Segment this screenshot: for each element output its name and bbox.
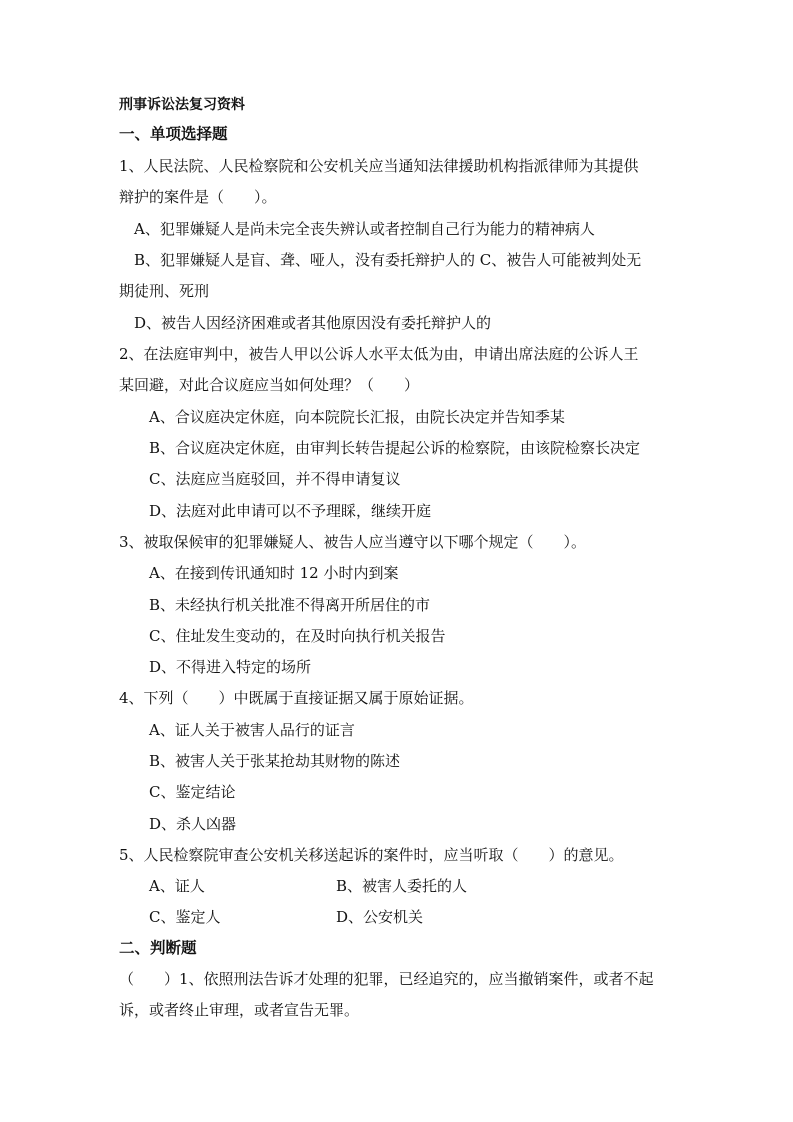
question-1-option-b-line-1: B、犯罪嫌疑人是盲、聋、哑人，没有委托辩护人的 C、被告人可能被判处无: [134, 251, 642, 269]
section-heading-single-choice: 一、单项选择题: [119, 125, 228, 143]
question-5-option-a: A、证人: [149, 877, 205, 895]
question-5-option-c: C、鉴定人: [149, 908, 221, 926]
question-1-option-a: A、犯罪嫌疑人是尚未完全丧失辨认或者控制自己行为能力的精神病人: [134, 220, 595, 238]
section-heading-true-false: 二、判断题: [119, 939, 197, 957]
question-5-text: 5、人民检察院审查公安机关移送起诉的案件时，应当听取（ ）的意见。: [119, 846, 624, 864]
question-3-option-d: D、不得进入特定的场所: [149, 658, 312, 676]
document-title: 刑事诉讼法复习资料: [119, 97, 245, 113]
question-5-option-b: B、被害人委托的人: [336, 877, 468, 895]
question-3-text: 3、被取保候审的犯罪嫌疑人、被告人应当遵守以下哪个规定（ ）。: [119, 533, 587, 551]
question-2-option-c: C、法庭应当庭驳回，并不得申请复议: [149, 470, 401, 488]
question-1-option-b-line-2: 期徒刑、死刑: [119, 282, 210, 300]
question-5-option-d: D、公安机关: [336, 908, 424, 926]
question-4-option-c: C、鉴定结论: [149, 783, 236, 801]
question-4-text: 4、下列（ ）中既属于直接证据又属于原始证据。: [119, 689, 474, 707]
question-4-option-d: D、杀人凶器: [149, 815, 237, 833]
question-2-option-b: B、合议庭决定休庭，由审判长转告提起公诉的检察院，由该院检察长决定: [149, 439, 641, 457]
question-3-option-c: C、住址发生变动的，在及时向执行机关报告: [149, 627, 446, 645]
question-2-text-line-2: 某回避，对此合议庭应当如何处理？（ ）: [119, 376, 420, 394]
true-false-1-text-line-2: 诉，或者终止审理，或者宣告无罪。: [119, 1001, 360, 1019]
question-2-text-line-1: 2、在法庭审判中，被告人甲以公诉人水平太低为由，申请出席法庭的公诉人王: [119, 345, 639, 363]
question-2-option-d: D、法庭对此申请可以不予理睬，继续开庭: [149, 502, 432, 520]
question-3-option-b: B、未经执行机关批准不得离开所居住的市: [149, 596, 431, 614]
question-3-option-a: A、在接到传讯通知时 12 小时内到案: [149, 564, 399, 582]
question-4-option-b: B、被害人关于张某抢劫其财物的陈述: [149, 752, 401, 770]
true-false-1-text-line-1: （ ）1、依照刑法告诉才处理的犯罪，已经追究的，应当撤销案件，或者不起: [119, 970, 654, 988]
question-2-option-a: A、合议庭决定休庭，向本院院长汇报，由院长决定并告知季某: [149, 408, 565, 426]
question-1-option-d: D、被告人因经济困难或者其他原因没有委托辩护人的: [134, 314, 492, 332]
question-1-text-line-1: 1、人民法院、人民检察院和公安机关应当通知法律援助机构指派律师为其提供: [119, 157, 639, 175]
question-5-options-row-1: [149, 876, 589, 896]
question-5-options-row-2: [149, 907, 589, 927]
question-1-text-line-2: 辩护的案件是（ ）。: [119, 188, 277, 206]
question-4-option-a: A、证人关于被害人品行的证言: [149, 721, 355, 739]
